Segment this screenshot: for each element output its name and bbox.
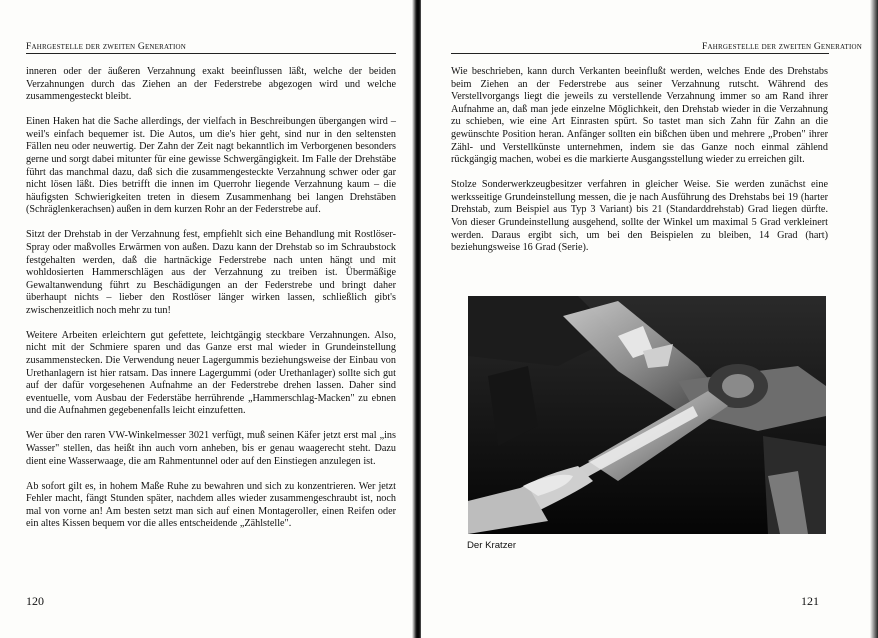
photo-illustration	[468, 296, 826, 534]
paragraph: Wie beschrieben, kann durch Verkanten beeinflußt werden, welches Ende des Drehstabs beim Ziehen an der Federstrebe aus seiner Verzahnung rutscht. Während des Verstellvorgangs liegt die jeweils zu verstellende Verzahnung immer so am Rand ihrer Aufnahme an, daß man jede einzelne Möglichkeit, den Drehstab wieder in die Verzahnung zu schieben, wie eine Art Einrasten spürt. So tastet man sich Zahn für Zahn an die gewünschte Position heran. Anfänger sollten ein bißchen üben und mehrere „Proben" ihrer Zähl- und Verstellkünste unternehmen, indem sie das Ganze noch einmal zählend rückgängig machen, wobei es die markierte Ausgangsstellung wieder zu erreichen gilt.	[451, 66, 828, 166]
workshop-photo	[468, 296, 826, 534]
page-number: 121	[801, 594, 819, 608]
paragraph: Weitere Arbeiten erleichtern gut gefettete, leichtgängig steckbare Verzahnungen. Also, nicht mit der Schmiere sparen und das Ganze erst mal wieder in Grundeinstellung zusammenstecken. Die Verwendung neuer Lagergummis beziehungsweise der Einbau von Urethanlagern ist hier ratsam. Das innere Lagergummi (oder Urethanlager) sollte sich gut auf der dafür vorgesehenen Aufnahme an der Federstrebe drehen lassen. Daher sind eventuelle, vom Ausbau der Federstäbe herrührende „Hammerschlag-Macken" zu ebnen und die Aufnahmen gegebenenfalls leicht einzufetten.	[26, 329, 396, 417]
paragraph: Wer über den raren VW-Winkelmesser 3021 verfügt, muß seinen Käfer jetzt erst mal „ins Wasser" stellen, das heißt ihn auch vorn anheben, bis er genau waagerecht steht. Dazu dient eine Wasserwaage, die am Rahmentunnel oder auf den Einstiegen anzulegen ist.	[26, 430, 396, 467]
body-text	[26, 66, 396, 543]
page-edge-shadow	[870, 0, 878, 638]
paragraph: inneren oder der äußeren Verzahnung exakt beeinflussen läßt, welche der beiden Verzahnungen durch das Ziehen an der Federstrebe abgezogen wird und welche zusammengesteckt bleibt.	[26, 66, 396, 103]
figure-caption: Der Kratzer	[467, 540, 517, 551]
paragraph: Ab sofort gilt es, in hohem Maße Ruhe zu bewahren und sich zu konzentrieren. Wer jetzt Fehler macht, fängt Stunden später, nachdem alles wieder zusammengeschraubt ist, noch mal von vorne an! Am besten setzt man sich auf einen Montageroller, einen Reifen oder ein altes Kissen bequem vor die alles entscheidende „Zählstelle".	[26, 480, 396, 530]
paragraph: Stolze Sonderwerkzeugbesitzer verfahren in gleicher Weise. Sie werden zunächst eine werksseitige Grundeinstellung messen, die je nach Ausführung des Drehstabs bei 19 (harter Drehstab, zum Beispiel aus Typ 3 Variant) bis 21 (Standarddrehstab) Grad liegen dürfte. Von dieser Grundeinstellung ausgehend, sollte der Winkel um maximal 5 Grad verkleinert werden. Daraus ergibt sich, um bei den Beispielen zu bleiben, 14 Grad (hart) beziehungsweise 16 Grad (Serie).	[451, 179, 828, 254]
paragraph: Sitzt der Drehstab in der Verzahnung fest, empfiehlt sich eine Behandlung mit Rostlöser-Spray oder maßvolles Erwärmen von außen. Dazu kann der Drehstab so im Schraubstock festgehalten werden, daß die hartnäckige Federstrebe nach unten hängt und mit wohldosierten Hammerschlägen aus der Verzahnung zu treiben ist. Übermäßige Gewaltanwendung führt zu Beschädigungen an der Federstrebe und bringt daher überhaupt nichts – lieber den Rostlöser länger wirken lassen, schließlich gibt's zwischenzeitlich noch mehr zu tun!	[26, 229, 396, 316]
header-rule	[451, 53, 829, 54]
running-head: Fahrgestelle der zweiten Generation	[26, 42, 187, 52]
body-text	[451, 66, 828, 267]
paragraph: Einen Haken hat die Sache allerdings, der vielfach in Beschreibungen übergangen wird – weil's einfach bequemer ist. Die Autos, um die's hier geht, sind nur in den seltensten Fällen neu oder neuwertig. Der Zahn der Zeit nagt bekanntlich im Verborgenen besonders gerne und sorgt dabei mitunter für eine gewisse Schwergängigkeit. Im Falle der Drehstäbe führt das manchmal dazu, daß sich die zusammengesteckte Verzahnung schwer oder gar nicht lösen läßt. Dies betrifft die innen im Querrohr liegende Verzahnung kaum – die häufigsten Schwierigkeiten treten in diesem Zusammenhang bei langen Drehstäben (Schräglenkerachsen) außen in dem kurzen Rohr an der Federstrebe auf.	[26, 116, 396, 216]
running-head: Fahrgestelle der zweiten Generation	[701, 42, 862, 52]
left-page	[0, 0, 415, 638]
page-number: 120	[26, 594, 44, 608]
header-rule	[26, 53, 396, 54]
right-page	[421, 0, 878, 638]
